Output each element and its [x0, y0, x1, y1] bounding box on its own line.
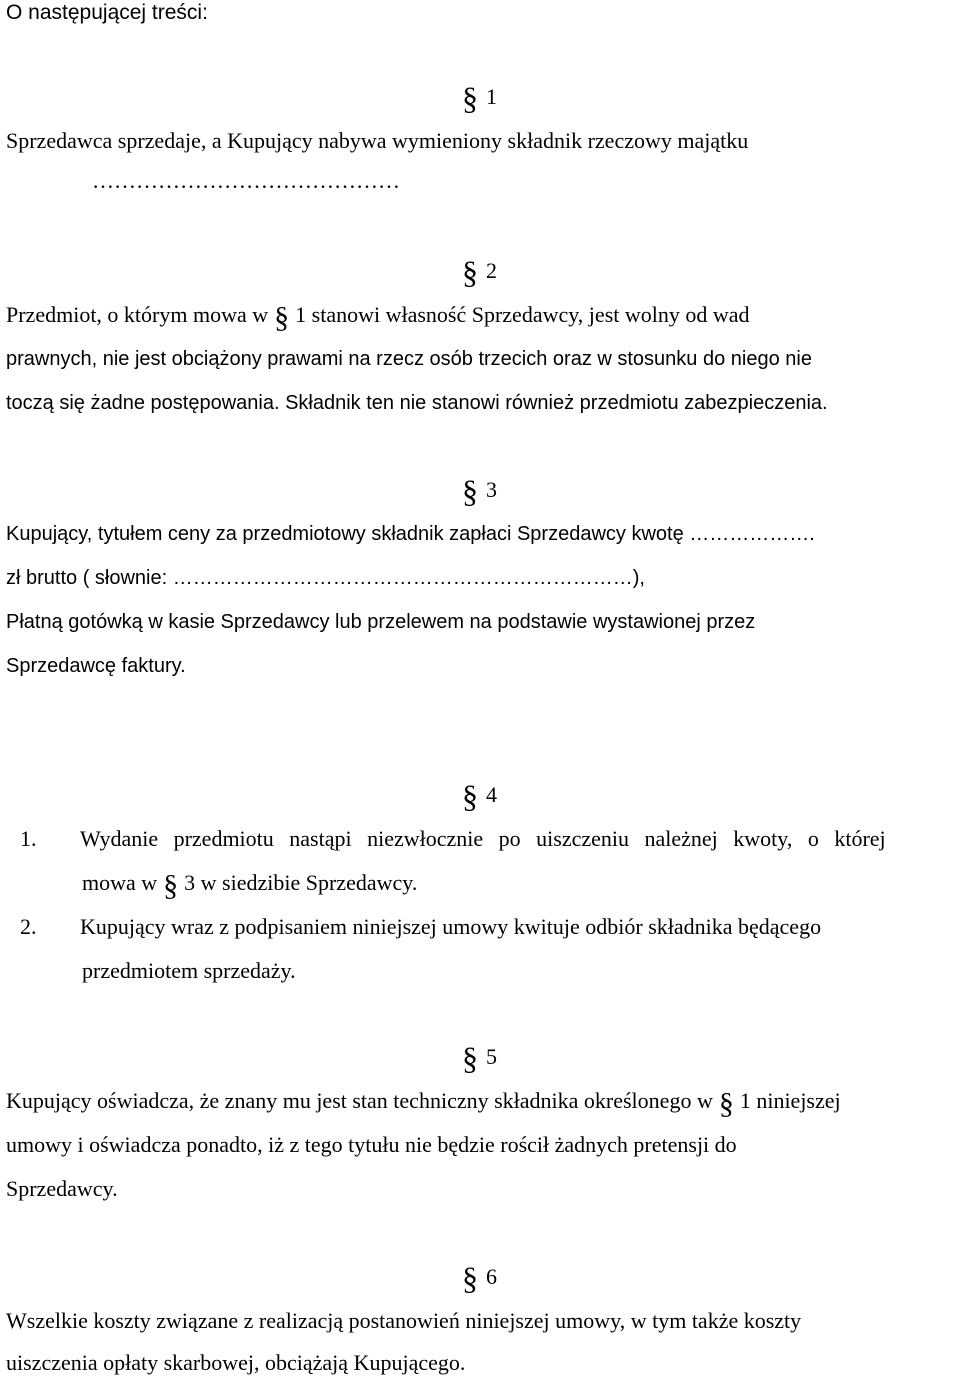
section-5-line-2: umowy i oświadcza ponadto, iż z tego tytułu nie będzie rościł żadnych pretensji do	[6, 1132, 737, 1157]
section-3-line-4: Sprzedawcę faktury.	[6, 655, 186, 677]
section-symbol: §	[462, 254, 478, 290]
section-symbol-inline: §	[163, 869, 179, 902]
section-number: 5	[486, 1044, 497, 1069]
section-symbol: §	[462, 473, 478, 509]
section-4-item-2-line-2: przedmiotem sprzedaży.	[82, 958, 296, 983]
section-5-line-3: Sprzedawcy.	[6, 1176, 118, 1201]
section-4-heading	[462, 778, 497, 814]
section-5-line-1	[6, 1087, 841, 1120]
section-symbol: §	[462, 778, 478, 814]
section-3-line-3: Płatną gotówką w kasie Sprzedawcy lub przelewem na podstawie wystawionej przez	[6, 611, 756, 633]
section-symbol-inline: §	[274, 301, 290, 334]
section-4-item-2-line-1	[0, 914, 960, 944]
section-3-line-1: Kupujący, tytułem ceny za przedmiotowy składnik zapłaci Sprzedawcy kwotę ……………….	[6, 523, 815, 545]
section-3-line-2: zł brutto ( słownie: ……………………………………………………………),	[6, 567, 645, 589]
section-4-item-1-line-2	[82, 869, 418, 902]
section-number: 3	[486, 477, 497, 502]
section-5-line-1b: 1 niniejszej	[739, 1088, 841, 1113]
list-item-text-a: mowa w	[82, 870, 158, 895]
section-3-heading	[462, 473, 497, 509]
section-5-heading	[462, 1040, 497, 1076]
section-5-line-1a: Kupujący oświadcza, że znany mu jest stan techniczny składnika określonego w	[6, 1088, 713, 1113]
list-item-text: Wydanie przedmiotu nastąpi niezwłocznie po uiszczeniu należnej kwoty, o której	[80, 826, 886, 851]
list-item-text-b: 3 w siedzibie Sprzedawcy.	[184, 870, 418, 895]
section-2-line-2: prawnych, nie jest obciążony prawami na rzecz osób trzecich oraz w stosunku do niego nie	[6, 348, 812, 370]
list-number: 2.	[20, 914, 37, 939]
section-number: 4	[486, 782, 497, 807]
list-item-text: Kupujący wraz z podpisaniem niniejszej umowy kwituje odbiór składnika będącego	[80, 914, 822, 939]
list-number: 1.	[20, 826, 37, 851]
section-number: 6	[486, 1264, 497, 1289]
section-number: 1	[486, 84, 497, 109]
section-2-line-1	[6, 301, 750, 334]
section-symbol: §	[462, 1260, 478, 1296]
section-2-line-1a: Przedmiot, o którym mowa w	[6, 302, 269, 327]
section-6-line-1: Wszelkie koszty związane z realizacją postanowień niniejszej umowy, w tym także koszty	[6, 1308, 802, 1333]
section-1-heading	[462, 80, 497, 116]
section-symbol: §	[462, 1040, 478, 1076]
section-1-line-2: ……………………………………	[92, 168, 400, 193]
section-6-heading	[462, 1260, 497, 1296]
section-2-line-1b: 1 stanowi własność Sprzedawcy, jest wolny od wad	[295, 302, 750, 327]
section-symbol-inline: §	[718, 1087, 734, 1120]
section-4-item-1-line-1	[0, 826, 960, 856]
section-2-line-3: toczą się żadne postępowania. Składnik ten nie stanowi również przedmiotu zabezpieczenia.	[6, 392, 828, 414]
section-symbol: §	[462, 80, 478, 116]
section-number: 2	[486, 258, 497, 283]
intro-text: O następującej treści:	[6, 1, 208, 24]
section-2-heading	[462, 254, 497, 290]
section-6-line-2: uiszczenia opłaty skarbowej, obciążają Kupującego.	[6, 1350, 466, 1375]
section-1-line-1: Sprzedawca sprzedaje, a Kupujący nabywa wymieniony składnik rzeczowy majątku	[6, 128, 749, 153]
